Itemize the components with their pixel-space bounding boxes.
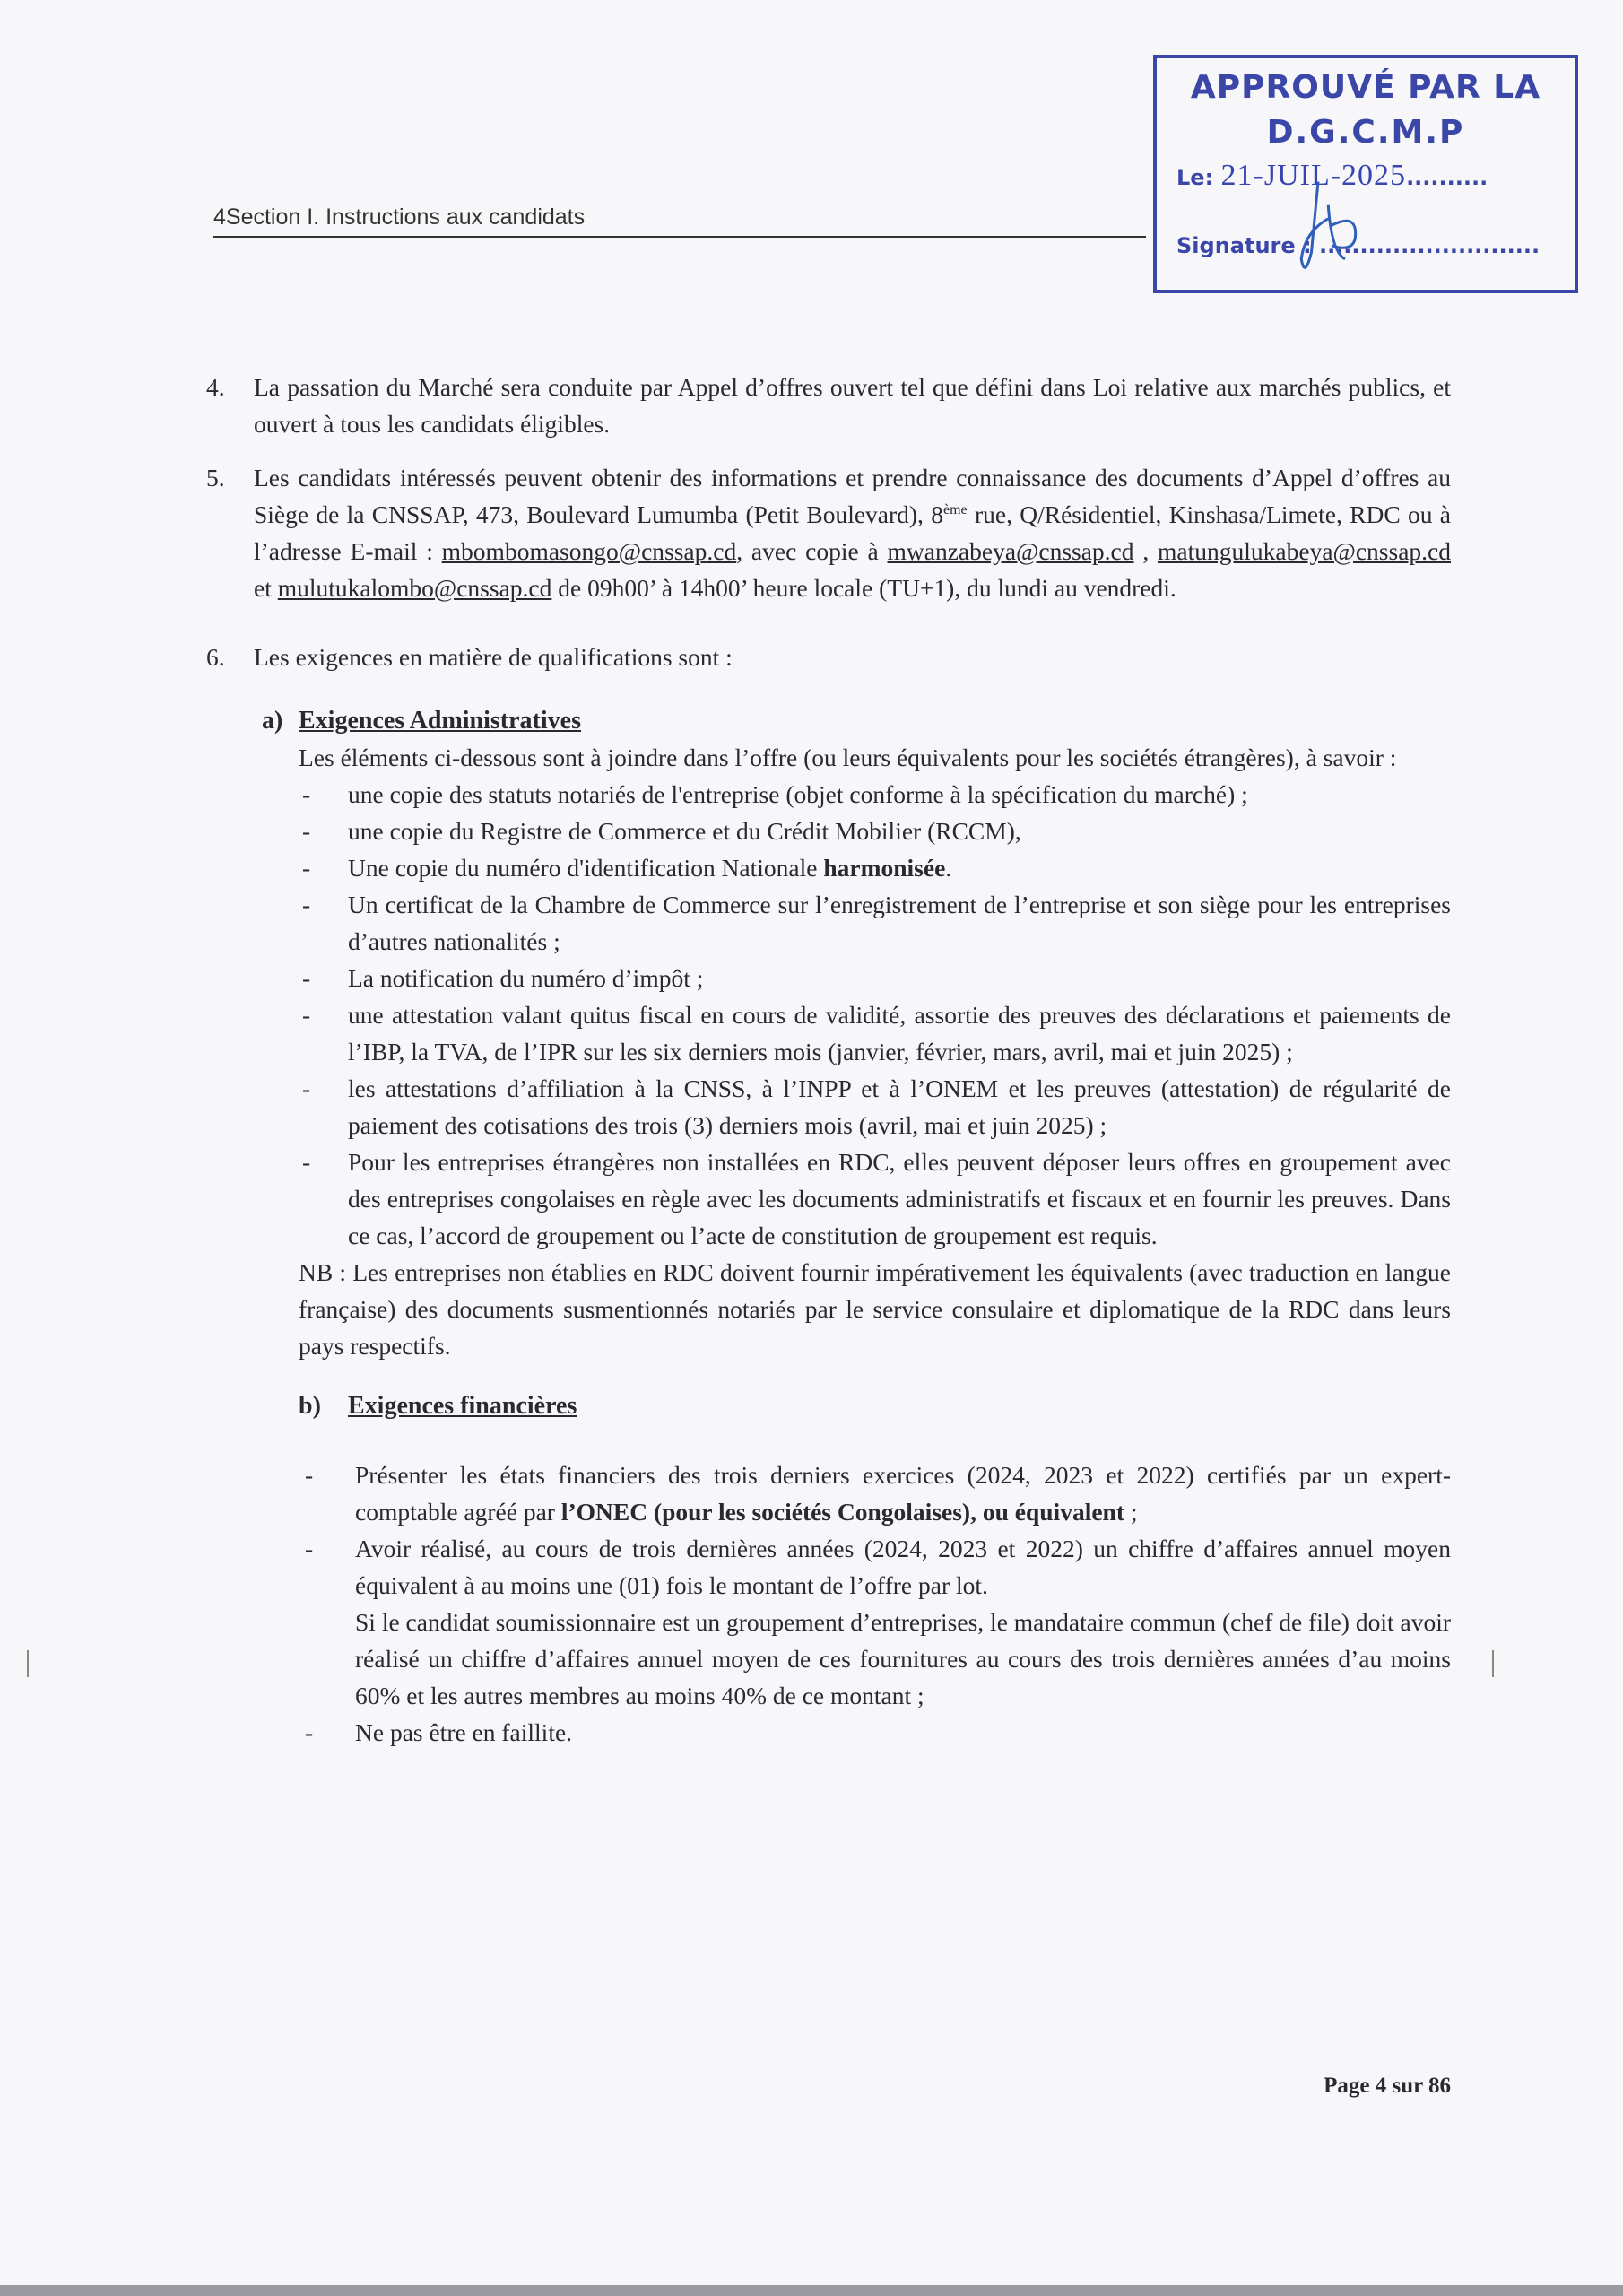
item-5 <box>206 459 1451 606</box>
admin-heading <box>262 702 1451 739</box>
list-item: - Ne pas être en faillite. <box>305 1718 573 1746</box>
item-6-text: Les exigences en matière de qualifications sont : <box>254 643 733 671</box>
scan-bottom-edge <box>0 2285 1623 2296</box>
admin-nb: NB : Les entreprises non établies en RDC doivent fournir impérativement les équivalents (avec traduction en langue française) des documents susmentionnés notariés par le service consulaire et diplomatique de la RDC dans leurs pays respectifs. <box>299 1258 1451 1360</box>
email-link[interactable]: matungulukabeya@cnssap.cd <box>1158 537 1451 565</box>
approval-stamp <box>1153 55 1578 293</box>
subsection-title: Exigences financières <box>348 1392 577 1420</box>
admin-section <box>262 702 1451 1364</box>
subsection-title: Exigences Administratives <box>299 707 581 735</box>
list-item: - une copie du Registre de Commerce et du Crédit Mobilier (RCCM), <box>302 817 1021 845</box>
admin-bullet-list <box>299 776 1451 1254</box>
item-number: 5. <box>206 464 225 491</box>
list-item: - les attestations d’affiliation à la CNSS, à l’INPP et à l’ONEM et les preuves (attestation) de régularité de paiement des cotisations des trois (3) derniers mois (avril, mai et juin 2025) ; <box>302 1074 1451 1139</box>
list-item: - Un certificat de la Chambre de Commerce sur l’enregistrement de l’entreprise et son siège pour les entreprises d’autres nationalités ; <box>302 891 1451 955</box>
header-rule <box>213 236 1146 238</box>
stamp-date-label: Le: <box>1176 165 1221 190</box>
item-number: 6. <box>206 643 225 671</box>
stamp-signature-label: Signature : ........................... <box>1176 233 1541 258</box>
subsection-label: b) <box>299 1392 321 1420</box>
list-item: - Présenter les états financiers des trois derniers exercices (2024, 2023 et 2022) certifiés par un expert-comptable agréé par l’ONEC (pour les sociétés Congolaises), ou équivalent ; <box>305 1461 1451 1526</box>
stamp-date: 21-JUIL-2025 <box>1220 159 1407 192</box>
email-link[interactable]: mwanzabeya@cnssap.cd <box>887 537 1134 565</box>
item-5-text: Les candidats intéressés peuvent obtenir des informations et prendre connaissance des documents d’Appel d’offres au Siège de la CNSSAP, 473, Boulevard Lumumba (Petit Boulevard), 8ème rue, Q/Résidentiel, Kinshasa/Limete, RDC ou à l’adresse E-mail : mbombomasongo@cnssap.cd, avec copie à mwanzabeya@cnssap.cd , matungulukabeya@cnssap.cd et mulutukalombo@cnssap.cd de 09h00’ à 14h00’ heure locale (TU+1), du lundi au vendredi. <box>254 464 1451 602</box>
list-item: - La notification du numéro d’impôt ; <box>302 964 704 992</box>
list-item: - une copie des statuts notariés de l'entreprise (objet conforme à la spécification du marché) ; <box>302 780 1248 808</box>
list-item: - Avoir réalisé, au cours de trois dernières années (2024, 2023 et 2022) un chiffre d’affaires annuel moyen équivalent à au moins une (01) fois le montant de l’offre par lot. Si le candidat soumissionnaire est un groupement d’entreprises, le mandataire commun (chef de file) doit avoir réalisé un chiffre d’affaires annuel moyen de ces fournitures au cours des trois dernières années d’au moins 60% et les autres membres au moins 40% de ce montant ; <box>305 1535 1451 1709</box>
page-number: Page 4 sur 86 <box>1324 2074 1451 2098</box>
subsection-label: a) <box>262 707 283 735</box>
list-item: - Une copie du numéro d'identification Nationale harmonisée. <box>302 854 952 882</box>
item-4 <box>206 369 1451 442</box>
document-body <box>206 369 1451 1751</box>
handwritten-signature <box>1291 175 1372 283</box>
financial-bullet-list <box>301 1457 1451 1751</box>
list-item: - Pour les entreprises étrangères non installées en RDC, elles peuvent déposer leurs offres en groupement avec des entreprises congolaises en règle avec les documents administratifs et fiscaux et en fournir les preuves. Dans ce cas, l’accord de groupement ou l’acte de constitution de groupement est requis. <box>302 1148 1451 1249</box>
stamp-line2: D.G.C.M.P <box>1266 114 1465 151</box>
scan-edge-mark <box>1492 1650 1494 1677</box>
admin-intro: Les éléments ci-dessous sont à joindre dans l’offre (ou leurs équivalents pour les sociétés étrangères), à savoir : <box>299 744 1397 771</box>
item-number: 4. <box>206 373 225 401</box>
stamp-line1: APPROUVÉ PAR LA <box>1190 69 1541 106</box>
email-link[interactable]: mulutukalombo@cnssap.cd <box>277 574 552 602</box>
list-item: - une attestation valant quitus fiscal en cours de validité, assortie des preuves des déclarations et paiements de l’IBP, la TVA, de l’IPR sur les six derniers mois (janvier, février, mars, avril, mai et juin 2025) ; <box>302 1001 1451 1065</box>
item-6 <box>206 639 1451 675</box>
financial-section <box>299 1387 1451 1751</box>
email-link[interactable]: mbombomasongo@cnssap.cd <box>441 537 737 565</box>
section-header: 4Section I. Instructions aux candidats <box>213 204 586 230</box>
stamp-date-dots: .......... <box>1406 165 1488 190</box>
item-4-text: La passation du Marché sera conduite par Appel d’offres ouvert tel que défini dans Loi relative aux marchés publics, et ouvert à tous les candidats éligibles. <box>254 373 1451 438</box>
financial-heading <box>299 1387 1451 1424</box>
scan-edge-mark <box>27 1650 29 1677</box>
